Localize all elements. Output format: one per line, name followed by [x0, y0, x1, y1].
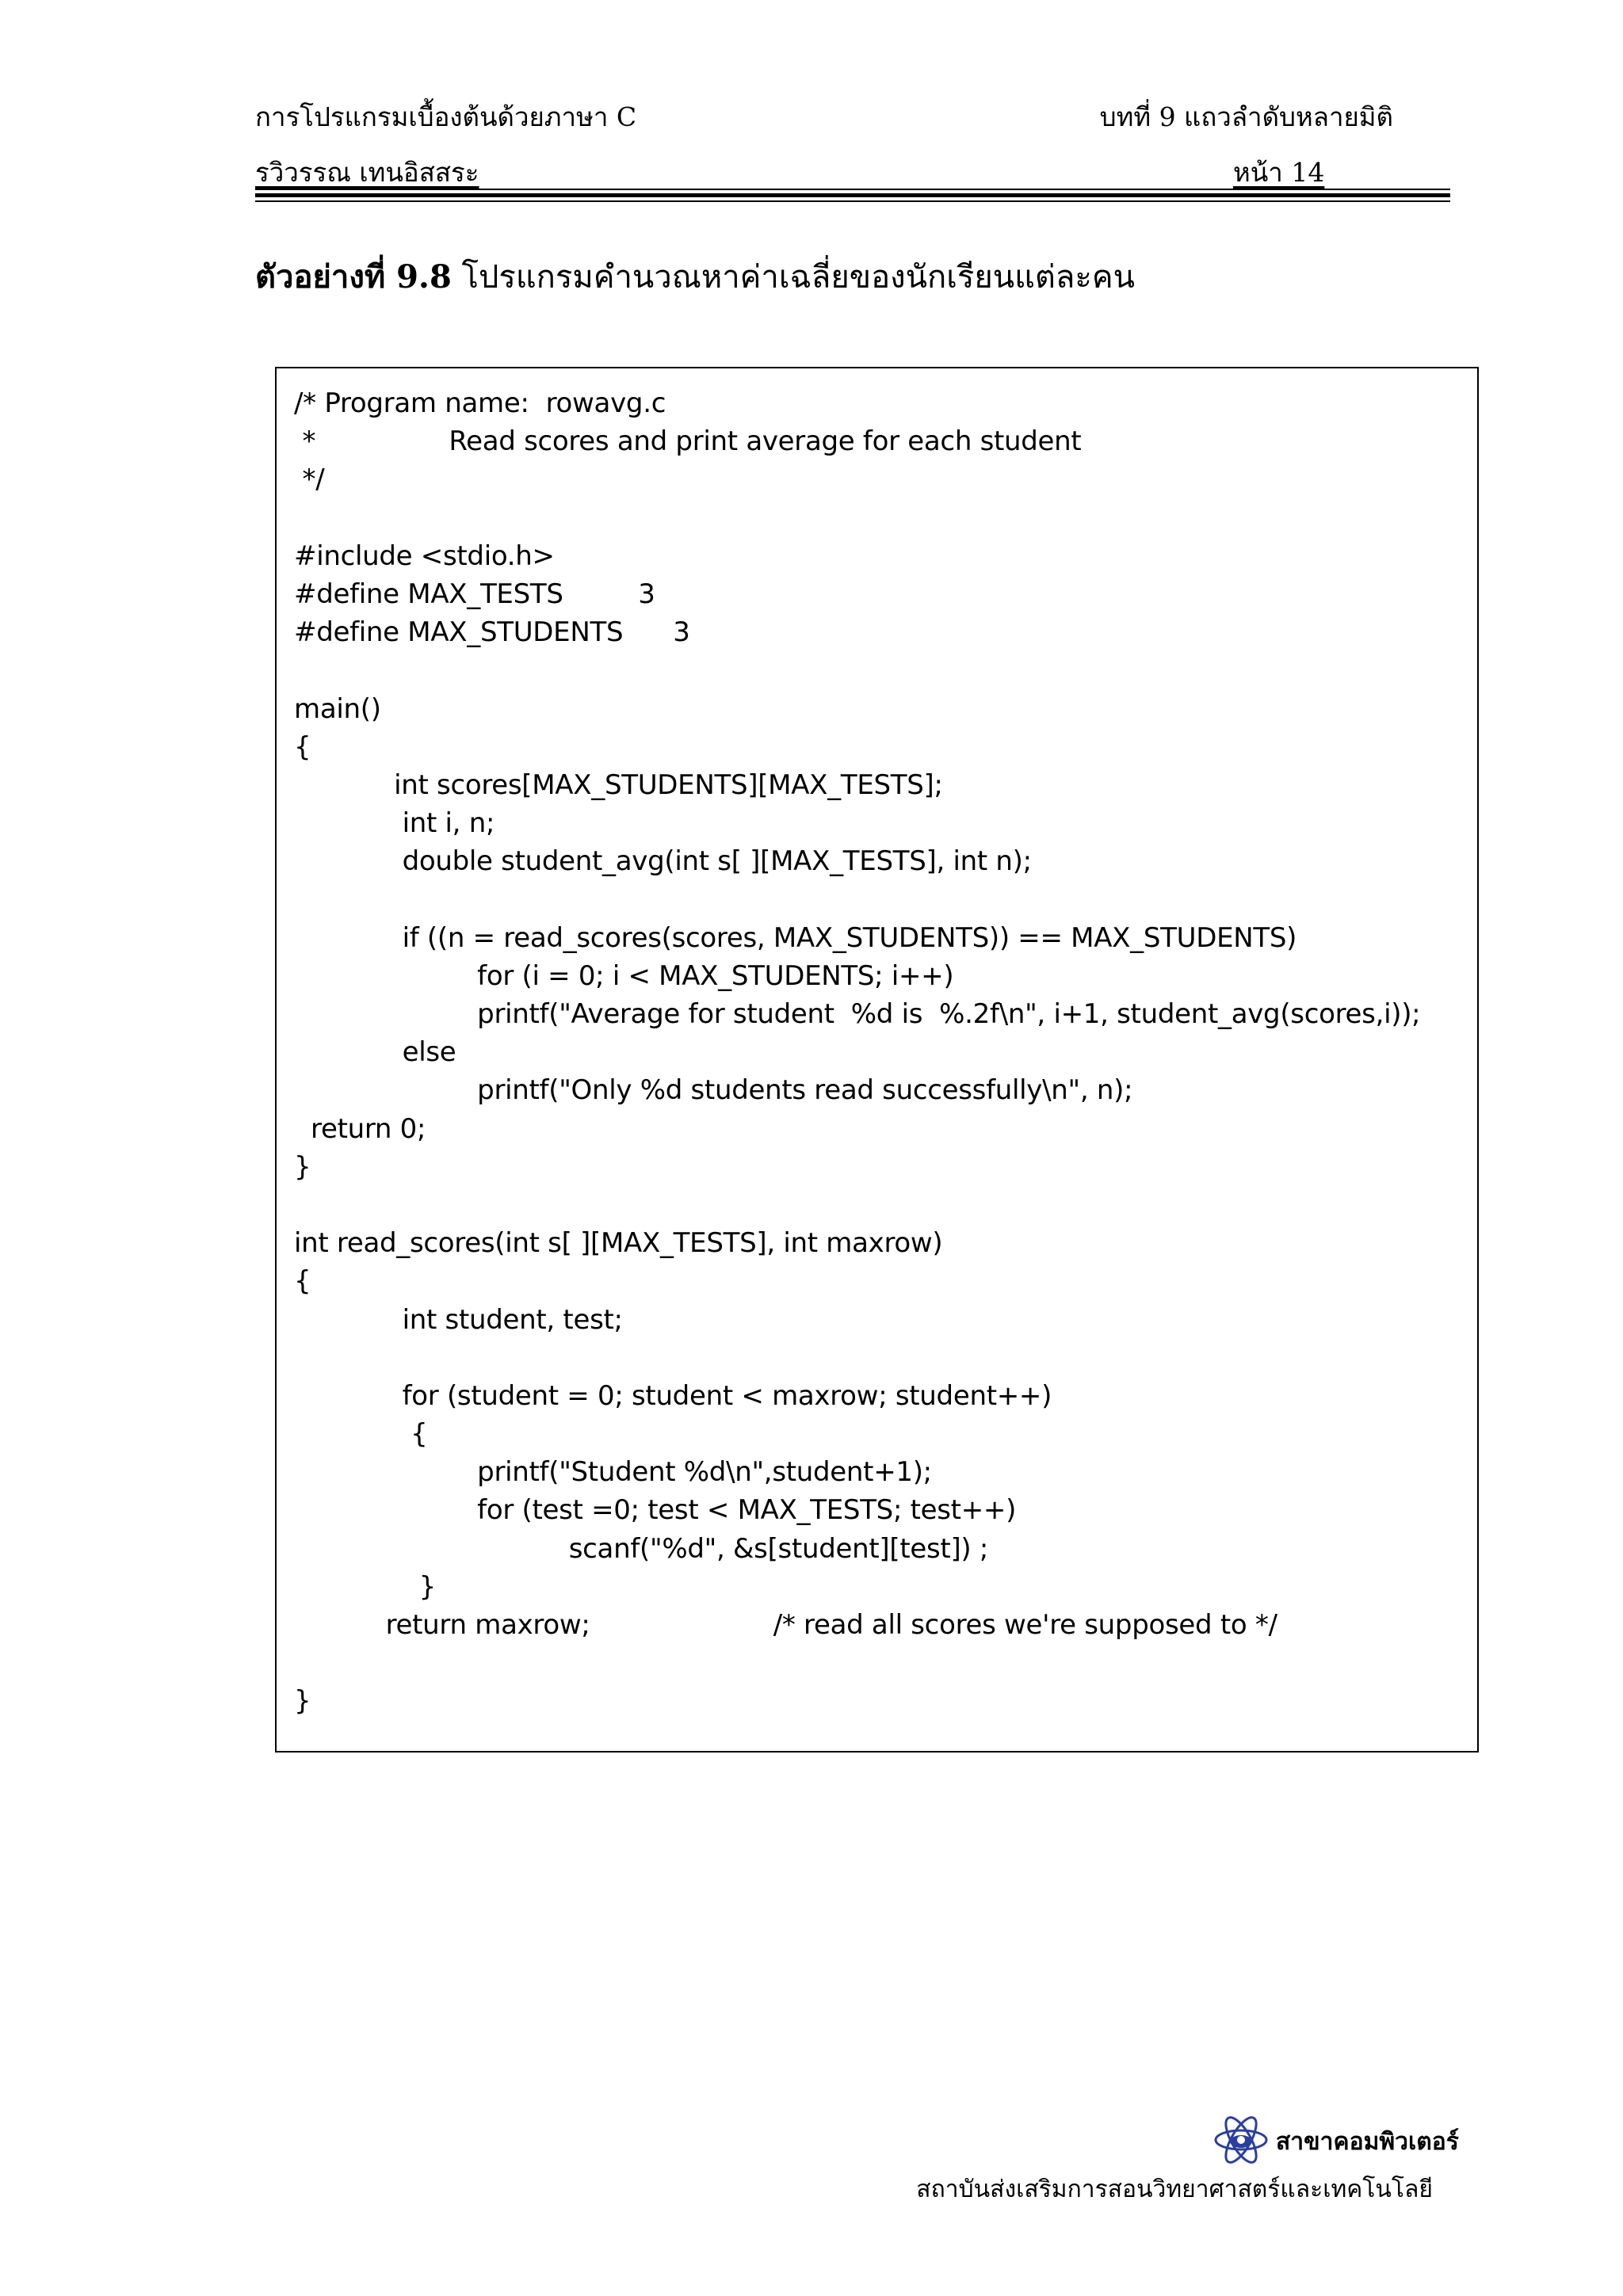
code-line: printf("Average for student %d is %.2f\n", i+1, student_avg(scores,i)); — [294, 998, 1421, 1030]
code-line: { — [294, 730, 311, 763]
code-line: #define MAX_STUDENTS 3 — [294, 616, 690, 649]
code-listing — [294, 384, 1420, 1721]
code-line: } — [294, 1150, 311, 1183]
chapter-title: บทที่ 9 แถวลำดับหลายมิติ — [1099, 101, 1393, 132]
code-line — [294, 1644, 1420, 1682]
code-line: else — [294, 1036, 456, 1069]
code-line: */ — [294, 463, 325, 496]
author-name: รวิวรรณ เทนอิสสระ — [255, 157, 479, 188]
code-line: for (i = 0; i < MAX_STUDENTS; i++) — [294, 959, 954, 992]
code-line: int read_scores(int s[ ][MAX_TESTS], int maxrow) — [294, 1227, 943, 1260]
example-label: ตัวอย่างที่ 9.8 — [255, 258, 452, 296]
header-rule-thick — [255, 193, 1450, 197]
example-heading — [255, 257, 1135, 297]
code-line — [294, 1339, 1420, 1377]
code-line: for (student = 0; student < maxrow; student++) — [294, 1379, 1052, 1412]
page-number: หน้า 14 — [1233, 157, 1325, 188]
code-line — [294, 651, 1420, 689]
code-line: /* Program name: rowavg.c — [294, 387, 666, 419]
course-title: การโปรแกรมเบื้องต้นด้วยภาษา C — [255, 101, 637, 132]
code-listing-box — [275, 367, 1479, 1753]
code-line: #define MAX_TESTS 3 — [294, 578, 655, 610]
code-line: { — [294, 1418, 428, 1451]
code-line — [294, 880, 1420, 918]
code-line: int i, n; — [294, 807, 495, 840]
code-line: scanf("%d", &s[student][test]) ; — [294, 1532, 989, 1565]
code-line: return 0; — [294, 1112, 426, 1145]
code-line: #include <stdio.h> — [294, 540, 555, 572]
header-rule-top — [255, 189, 1450, 190]
footer-department: สาขาคอมพิวเตอร์ — [1276, 2128, 1459, 2156]
code-line: printf("Student %d\n",student+1); — [294, 1456, 932, 1489]
code-line — [294, 1186, 1420, 1224]
code-line: } — [294, 1685, 311, 1718]
code-line: printf("Only %d students read successfully\n", n); — [294, 1074, 1133, 1107]
example-caption: โปรแกรมคำนวณหาค่าเฉลี่ยของนักเรียนแต่ละคน — [451, 259, 1136, 296]
code-line: return maxrow; /* read all scores we're supposed to */ — [294, 1609, 1277, 1641]
code-line: main() — [294, 692, 381, 725]
footer-institute: สถาบันส่งเสริมการสอนวิทยาศาสตร์และเทคโนโลยี — [916, 2176, 1433, 2203]
code-line — [294, 499, 1420, 537]
code-line: * Read scores and print average for each student — [294, 425, 1082, 458]
header-rule-bottom — [255, 200, 1450, 202]
ipst-atom-logo-icon — [1212, 2111, 1270, 2168]
code-line: { — [294, 1265, 311, 1298]
code-line: if ((n = read_scores(scores, MAX_STUDENTS)) == MAX_STUDENTS) — [294, 921, 1297, 954]
code-line: for (test =0; test < MAX_TESTS; test++) — [294, 1494, 1017, 1527]
code-line: int scores[MAX_STUDENTS][MAX_TESTS]; — [294, 769, 943, 801]
code-line: } — [294, 1570, 436, 1603]
code-line: int student, test; — [294, 1303, 623, 1336]
code-line: double student_avg(int s[ ][MAX_TESTS], int n); — [294, 845, 1032, 878]
